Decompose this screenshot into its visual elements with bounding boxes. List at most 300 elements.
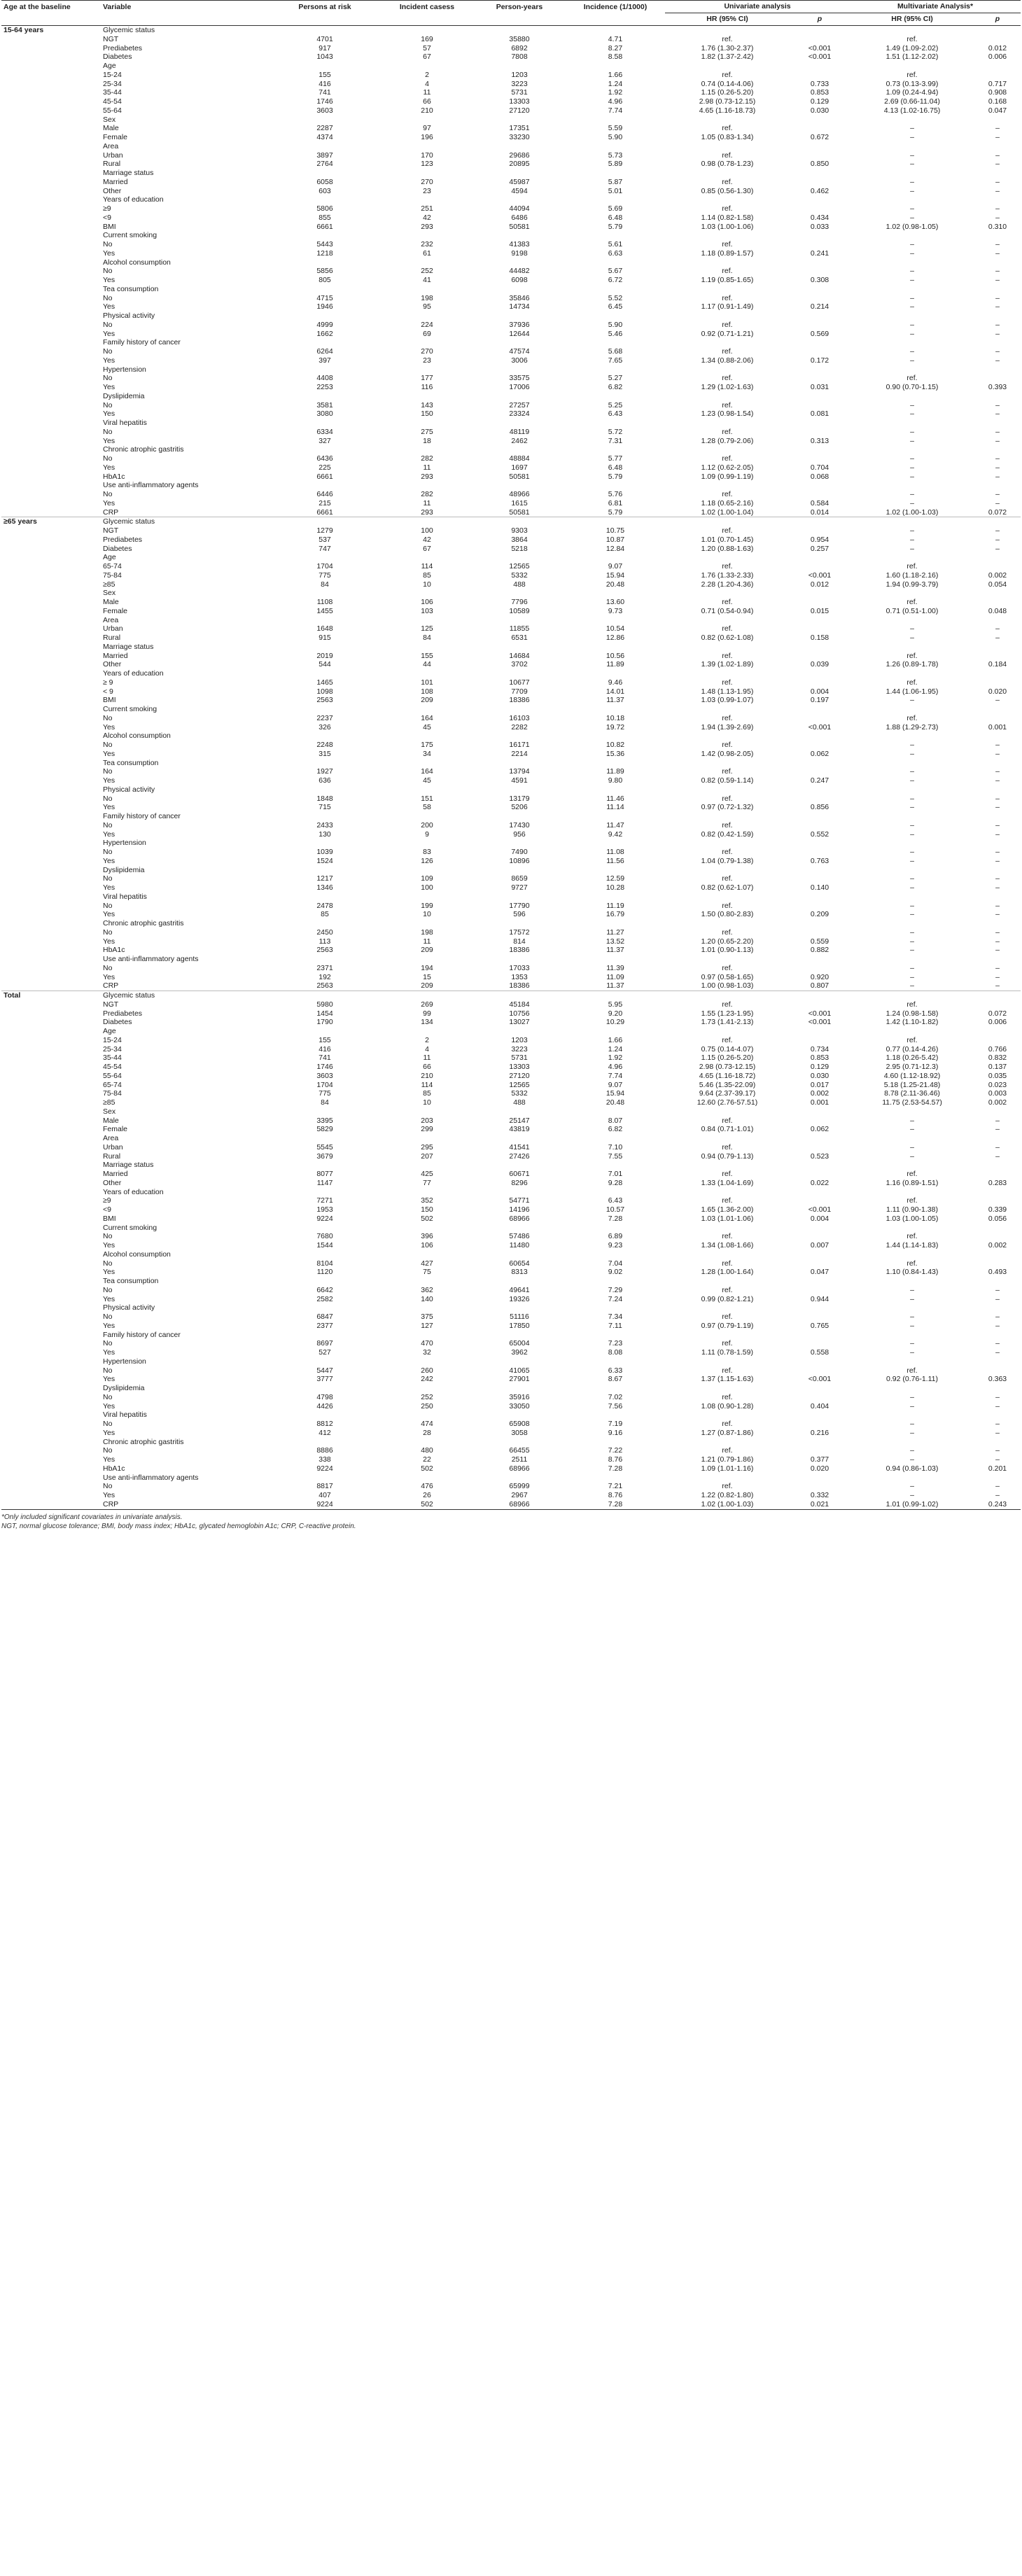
multi-hr-cell: – xyxy=(910,248,914,258)
table-row xyxy=(1,499,1021,508)
uni-p-cell xyxy=(790,1000,850,1009)
age-cell-empty xyxy=(1,312,101,321)
variable-cell: Urban xyxy=(103,1142,123,1152)
variable-cell: Diabetes xyxy=(103,52,132,62)
multi-hr-cell: – xyxy=(910,1125,914,1134)
uni-hr-cell: ref. xyxy=(722,741,733,749)
variable-cell: Alcohol consumption xyxy=(103,258,171,267)
incident-cell: 61 xyxy=(423,248,431,258)
person-years-cell: 60671 xyxy=(509,1170,530,1178)
incident-cell: 22 xyxy=(423,1455,431,1464)
incidence-cell xyxy=(566,955,665,964)
uni-hr-cell xyxy=(665,517,790,526)
person-years-cell xyxy=(473,759,566,768)
incident-cell: 101 xyxy=(421,678,433,687)
age-cell-empty xyxy=(1,1027,101,1036)
table-row xyxy=(1,1259,1021,1268)
incidence-cell: 7.65 xyxy=(608,356,623,365)
age-cell-empty xyxy=(1,472,101,482)
multi-p-cell xyxy=(974,195,1021,204)
uni-p-cell xyxy=(790,714,850,723)
uni-p-cell: 0.214 xyxy=(810,302,830,312)
incidence-cell xyxy=(566,1250,665,1259)
uni-p-cell: 0.850 xyxy=(810,160,830,169)
age-cell-empty xyxy=(1,803,101,812)
person-years-cell: 41383 xyxy=(509,240,530,248)
persons-cell: 7271 xyxy=(316,1196,333,1205)
multi-hr-cell: – xyxy=(910,1116,914,1125)
multi-p-cell: 0.393 xyxy=(988,383,1007,391)
uni-hr-cell: 1.03 (0.99-1.07) xyxy=(701,696,754,705)
incidence-cell: 12.86 xyxy=(606,634,625,642)
uni-hr-cell xyxy=(665,839,790,848)
incident-cell xyxy=(381,312,473,321)
variable-cell: No xyxy=(103,901,113,910)
table-row xyxy=(1,598,1021,607)
persons-cell: 1108 xyxy=(316,598,333,606)
table-row xyxy=(1,902,1021,911)
incident-cell: 209 xyxy=(421,696,433,705)
table-row xyxy=(1,910,1021,919)
uni-hr-cell xyxy=(665,1134,790,1143)
multi-hr-cell: – xyxy=(910,1348,914,1357)
age-cell-empty xyxy=(1,490,101,499)
multi-p-cell: – xyxy=(995,696,1000,705)
age-cell-empty xyxy=(1,1410,101,1420)
incidence-cell: 5.79 xyxy=(608,222,623,231)
variable-header-row xyxy=(1,643,1021,652)
uni-hr-cell: ref. xyxy=(722,293,733,302)
age-cell-empty xyxy=(1,1268,101,1277)
table-row xyxy=(1,187,1021,196)
multi-hr-cell: 11.75 (2.53-54.57) xyxy=(882,1098,942,1107)
persons-cell: 8077 xyxy=(316,1170,333,1178)
uni-p-cell: 0.031 xyxy=(810,383,830,391)
multi-p-cell xyxy=(974,732,1021,741)
variable-cell: Current smoking xyxy=(103,1223,158,1232)
variable-cell: No xyxy=(103,293,113,302)
multi-p-cell: – xyxy=(974,981,1021,990)
age-cell-empty xyxy=(1,508,101,517)
uni-p-cell: 0.559 xyxy=(810,937,830,946)
incident-cell: 151 xyxy=(421,794,433,803)
persons-cell: 1217 xyxy=(316,874,333,883)
multi-p-cell xyxy=(974,517,1021,526)
persons-cell: 3603 xyxy=(316,106,333,115)
table-row xyxy=(1,214,1021,223)
incidence-cell xyxy=(566,892,665,902)
person-years-cell: 13303 xyxy=(509,97,530,106)
multi-p-cell xyxy=(974,419,1021,428)
uni-p-cell: 0.017 xyxy=(810,1080,830,1089)
multi-hr-cell xyxy=(850,195,974,204)
multi-hr-cell: ref. xyxy=(906,1196,918,1205)
multi-p-cell: – xyxy=(995,1142,1000,1152)
variable-cell: Female xyxy=(103,606,128,615)
person-years-cell: 27120 xyxy=(509,106,530,115)
person-years-cell xyxy=(473,732,566,741)
multi-hr-cell: – xyxy=(910,1142,914,1152)
uni-hr-cell: ref. xyxy=(722,347,733,356)
multi-hr-cell: – xyxy=(910,1455,914,1464)
variable-header-row xyxy=(1,517,1021,526)
age-cell-empty xyxy=(1,767,101,776)
person-years-cell xyxy=(473,991,566,1000)
uni-hr-cell xyxy=(665,991,790,1000)
age-cell-empty xyxy=(1,857,101,866)
incident-cell xyxy=(381,1303,473,1312)
multi-p-cell: 0.908 xyxy=(988,88,1007,97)
variable-cell: 15-24 xyxy=(103,1035,122,1044)
uni-hr-cell: ref. xyxy=(722,1259,733,1268)
multi-p-cell xyxy=(974,142,1021,151)
multi-p-cell: – xyxy=(995,1392,1000,1401)
table-row xyxy=(1,240,1021,249)
person-years-cell xyxy=(473,338,566,347)
incidence-cell: 5.76 xyxy=(608,490,623,498)
uni-hr-cell xyxy=(665,759,790,768)
multi-p-cell: 0.003 xyxy=(988,1089,1007,1098)
table-row xyxy=(1,1125,1021,1134)
uni-hr-cell: ref. xyxy=(722,794,733,803)
age-cell-empty xyxy=(1,1277,101,1286)
uni-hr-cell: ref. xyxy=(722,1482,733,1491)
uni-p-cell: 0.404 xyxy=(810,1401,830,1410)
multi-hr-cell: – xyxy=(910,741,914,749)
uni-p-cell xyxy=(790,705,850,714)
incident-cell xyxy=(381,195,473,204)
multi-p-cell: 0.766 xyxy=(988,1044,1007,1054)
multi-hr-cell: – xyxy=(910,696,914,705)
incident-cell: 480 xyxy=(421,1446,433,1455)
incidence-cell: 9.02 xyxy=(608,1268,623,1277)
person-years-cell xyxy=(473,1277,566,1286)
person-years-cell: 4594 xyxy=(511,186,528,195)
uni-hr-cell: ref. xyxy=(722,1420,733,1428)
multi-hr-cell: 0.94 (0.86-1.03) xyxy=(886,1464,939,1473)
multi-p-cell: – xyxy=(995,544,1000,553)
uni-p-cell xyxy=(790,1027,850,1036)
uni-hr-cell xyxy=(665,195,790,204)
multi-hr-cell: 4.13 (1.02-16.75) xyxy=(883,106,941,115)
multi-hr-cell: 0.73 (0.13-3.99) xyxy=(886,79,939,88)
variable-cell: No xyxy=(103,1446,113,1455)
multi-hr-cell: – xyxy=(910,356,914,365)
multi-p-cell xyxy=(974,62,1021,71)
persons-cell: 113 xyxy=(318,937,331,946)
uni-p-cell xyxy=(790,231,850,240)
age-cell-empty xyxy=(1,660,101,669)
persons-cell: 2563 xyxy=(316,946,333,955)
persons-cell: 4408 xyxy=(316,374,333,383)
incidence-cell: 5.77 xyxy=(608,454,623,463)
uni-hr-cell: 2.98 (0.73-12.15) xyxy=(699,97,756,106)
incidence-cell: 9.23 xyxy=(608,1241,623,1250)
age-cell-empty xyxy=(1,678,101,687)
uni-hr-cell: ref. xyxy=(722,320,733,329)
multi-p-cell: 0.048 xyxy=(988,606,1007,615)
uni-hr-cell: ref. xyxy=(722,713,733,722)
person-years-cell xyxy=(473,1331,566,1340)
incident-cell xyxy=(381,1410,473,1420)
multi-p-cell: – xyxy=(995,204,1000,213)
age-cell-empty xyxy=(1,616,101,625)
persons-cell: 3080 xyxy=(316,410,333,419)
person-years-cell: 814 xyxy=(513,937,526,946)
variable-header-row xyxy=(1,812,1021,821)
incident-cell: 2 xyxy=(425,70,429,79)
footnote-significant: *Only included significant covariates in univariate analysis. xyxy=(1,1513,183,1521)
uni-hr-cell: ref. xyxy=(722,1232,733,1241)
uni-p-cell: 0.197 xyxy=(810,696,830,705)
age-cell-empty xyxy=(1,62,101,71)
uni-p-cell: 0.015 xyxy=(810,606,830,615)
multi-hr-cell: ref. xyxy=(906,1035,918,1044)
variable-header-row xyxy=(1,732,1021,741)
variable-cell: ≥9 xyxy=(103,204,111,213)
persons-cell: 1848 xyxy=(316,794,333,803)
age-cell-empty xyxy=(1,946,101,955)
variable-cell: ≥85 xyxy=(103,1098,115,1107)
multi-p-cell xyxy=(974,1438,1021,1447)
multi-hr-cell xyxy=(850,419,974,428)
variable-cell: Urban xyxy=(103,150,123,160)
uni-hr-cell xyxy=(665,1188,790,1197)
variable-cell: Yes xyxy=(103,722,115,732)
age-cell-empty xyxy=(1,321,101,330)
person-years-cell: 48119 xyxy=(509,427,530,436)
uni-p-cell: <0.001 xyxy=(808,52,832,62)
variable-cell: Use anti-inflammatory agents xyxy=(103,955,199,963)
incidence-cell xyxy=(566,839,665,848)
uni-hr-cell: ref. xyxy=(722,1366,733,1375)
incident-cell: 2 xyxy=(425,1035,429,1044)
table-row xyxy=(1,267,1021,276)
persons-cell: 6661 xyxy=(269,508,381,517)
uni-p-cell xyxy=(790,151,850,160)
person-years-cell: 7709 xyxy=(511,687,528,696)
multi-p-cell: – xyxy=(995,1455,1000,1464)
variable-header-row xyxy=(1,1410,1021,1420)
table-row xyxy=(1,660,1021,669)
age-cell-empty xyxy=(1,750,101,759)
multi-p-cell: – xyxy=(995,267,1000,276)
uni-p-cell xyxy=(790,1250,850,1259)
multi-hr-cell xyxy=(850,785,974,794)
persons-cell: 5829 xyxy=(316,1125,333,1134)
persons-cell xyxy=(269,1384,381,1393)
uni-p-cell: 0.765 xyxy=(810,1321,830,1330)
persons-cell xyxy=(269,616,381,625)
multi-hr-cell: – xyxy=(910,856,914,865)
multi-hr-cell: 5.18 (1.25-21.48) xyxy=(883,1080,941,1089)
person-years-cell: 3223 xyxy=(511,1044,528,1054)
incidence-cell: 7.55 xyxy=(608,1152,623,1161)
person-years-cell xyxy=(473,812,566,821)
multi-hr-cell: – xyxy=(910,910,914,919)
uni-p-cell: 0.954 xyxy=(810,535,830,544)
multi-hr-cell xyxy=(850,669,974,678)
uni-p-cell xyxy=(790,964,850,973)
incident-cell: 269 xyxy=(421,1000,433,1009)
incident-cell xyxy=(381,1277,473,1286)
uni-hr-cell: 1.17 (0.91-1.49) xyxy=(701,302,754,312)
uni-p-cell xyxy=(790,1339,850,1348)
incident-cell xyxy=(381,732,473,741)
uni-hr-cell xyxy=(665,1384,790,1393)
table-row xyxy=(1,347,1021,356)
incident-cell: 198 xyxy=(421,927,433,937)
uni-p-cell xyxy=(790,178,850,187)
incidence-cell xyxy=(566,195,665,204)
variable-cell: No xyxy=(103,820,113,830)
multi-p-cell: – xyxy=(995,901,1000,910)
incidence-cell: 9.28 xyxy=(608,1178,623,1187)
persons-cell: 1544 xyxy=(316,1241,333,1250)
age-cell-empty xyxy=(1,1429,101,1438)
uni-hr-cell: 1.39 (1.02-1.89) xyxy=(701,660,754,669)
incident-cell: 293 xyxy=(421,472,433,481)
incidence-cell: 1.24 xyxy=(608,1044,623,1054)
uni-hr-cell: 1.15 (0.26-5.20) xyxy=(701,1054,754,1063)
person-years-cell xyxy=(473,1027,566,1036)
multi-hr-cell xyxy=(850,589,974,598)
uni-hr-cell xyxy=(665,1027,790,1036)
table-row xyxy=(1,821,1021,830)
incidence-cell: 7.31 xyxy=(608,436,623,445)
incidence-cell: 11.89 xyxy=(606,660,624,669)
incidence-cell xyxy=(566,705,665,714)
multi-p-cell: – xyxy=(995,910,1000,919)
person-years-cell: 57486 xyxy=(509,1232,530,1241)
age-cell-empty xyxy=(1,1250,101,1259)
variable-cell: 35-44 xyxy=(103,88,122,97)
age-cell-empty xyxy=(1,741,101,750)
uni-hr-cell: ref. xyxy=(722,1392,733,1401)
uni-hr-cell: 1.94 (1.39-2.69) xyxy=(701,722,754,732)
uni-hr-cell xyxy=(665,732,790,741)
uni-p-cell: <0.001 xyxy=(808,1205,832,1214)
person-years-cell: 37936 xyxy=(509,320,530,329)
multi-p-cell: 0.717 xyxy=(988,79,1007,88)
multi-p-cell: – xyxy=(995,963,1000,972)
multi-p-cell: – xyxy=(995,1125,1000,1134)
uni-p-cell xyxy=(790,338,850,347)
age-cell-empty xyxy=(1,776,101,785)
uni-p-cell xyxy=(790,526,850,536)
incidence-cell xyxy=(566,991,665,1000)
multi-p-cell: – xyxy=(995,848,1000,856)
uni-p-cell xyxy=(790,35,850,44)
variable-header-row xyxy=(1,785,1021,794)
person-years-cell xyxy=(473,669,566,678)
multi-p-cell: – xyxy=(995,741,1000,749)
table-row xyxy=(1,223,1021,232)
uni-p-cell xyxy=(790,195,850,204)
multi-hr-cell: – xyxy=(910,1428,914,1437)
table-row xyxy=(1,714,1021,723)
uni-hr-cell: 1.00 (0.98-1.03) xyxy=(665,981,790,990)
incident-cell: 9 xyxy=(425,830,429,839)
multi-p-cell: – xyxy=(995,874,1000,883)
persons-cell: 1790 xyxy=(316,1018,333,1027)
uni-p-cell xyxy=(790,553,850,562)
uni-p-cell xyxy=(790,445,850,454)
multi-p-cell: – xyxy=(995,124,1000,133)
variable-cell: 75-84 xyxy=(103,570,122,580)
uni-p-cell: 0.856 xyxy=(810,803,830,812)
uni-hr-cell: 1.09 (0.99-1.19) xyxy=(701,472,754,481)
variable-header-row xyxy=(1,1277,1021,1286)
uni-hr-cell xyxy=(665,392,790,401)
uni-hr-cell: 0.98 (0.78-1.23) xyxy=(701,160,754,169)
incidence-cell xyxy=(566,517,665,526)
uni-hr-cell: 1.19 (0.85-1.65) xyxy=(701,276,754,284)
persons-cell: 5980 xyxy=(316,1000,333,1009)
multi-p-cell: – xyxy=(995,526,1000,535)
header-spacer xyxy=(473,13,566,26)
uni-hr-cell xyxy=(665,1331,790,1340)
incidence-cell: 5.68 xyxy=(608,347,623,356)
multi-p-cell: – xyxy=(995,1482,1000,1491)
incident-cell xyxy=(381,419,473,428)
incident-cell: 106 xyxy=(421,598,433,606)
incidence-cell: 11.08 xyxy=(606,848,624,856)
multi-hr-cell xyxy=(850,1357,974,1366)
uni-hr-cell xyxy=(665,419,790,428)
multi-p-cell: 0.002 xyxy=(988,1098,1007,1107)
variable-cell: Yes xyxy=(103,776,115,785)
variable-cell: Yes xyxy=(103,410,115,419)
incidence-cell: 8.67 xyxy=(608,1375,623,1384)
table-row xyxy=(1,1072,1021,1081)
uni-hr-cell: 1.20 (0.65-2.20) xyxy=(701,937,754,946)
multi-hr-cell: – xyxy=(910,1312,914,1321)
incidence-cell xyxy=(566,1188,665,1197)
multi-p-cell xyxy=(974,785,1021,794)
multi-hr-cell: – xyxy=(910,901,914,910)
incidence-cell: 7.01 xyxy=(608,1170,623,1178)
incidence-cell: 8.27 xyxy=(608,43,623,52)
multi-p-cell xyxy=(974,35,1021,44)
person-years-cell: 3702 xyxy=(511,660,528,669)
table-row xyxy=(1,437,1021,446)
incidence-cell: 8.58 xyxy=(608,52,623,62)
person-years-cell: 7808 xyxy=(511,52,528,62)
uni-hr-cell xyxy=(665,919,790,928)
table-row xyxy=(1,374,1021,383)
incidence-cell: 7.56 xyxy=(608,1401,623,1410)
incident-cell: 66 xyxy=(423,97,431,106)
multi-hr-cell: 1.18 (0.26-5.42) xyxy=(886,1054,939,1063)
multi-hr-cell: – xyxy=(910,400,914,410)
variable-cell: Use anti-inflammatory agents xyxy=(103,481,199,490)
incidence-cell: 6.33 xyxy=(608,1366,623,1375)
persons-cell xyxy=(269,115,381,125)
age-cell-empty xyxy=(1,285,101,294)
persons-cell: 4426 xyxy=(316,1401,333,1410)
age-cell-empty xyxy=(1,553,101,562)
incident-cell: 75 xyxy=(423,1268,431,1277)
person-years-cell xyxy=(473,1438,566,1447)
person-years-cell: 68966 xyxy=(473,1500,566,1509)
uni-p-cell xyxy=(790,1312,850,1322)
table-row xyxy=(1,1348,1021,1357)
person-years-cell: 29686 xyxy=(509,150,530,160)
uni-p-cell xyxy=(790,374,850,383)
incidence-cell xyxy=(566,26,665,35)
uni-hr-cell xyxy=(665,338,790,347)
